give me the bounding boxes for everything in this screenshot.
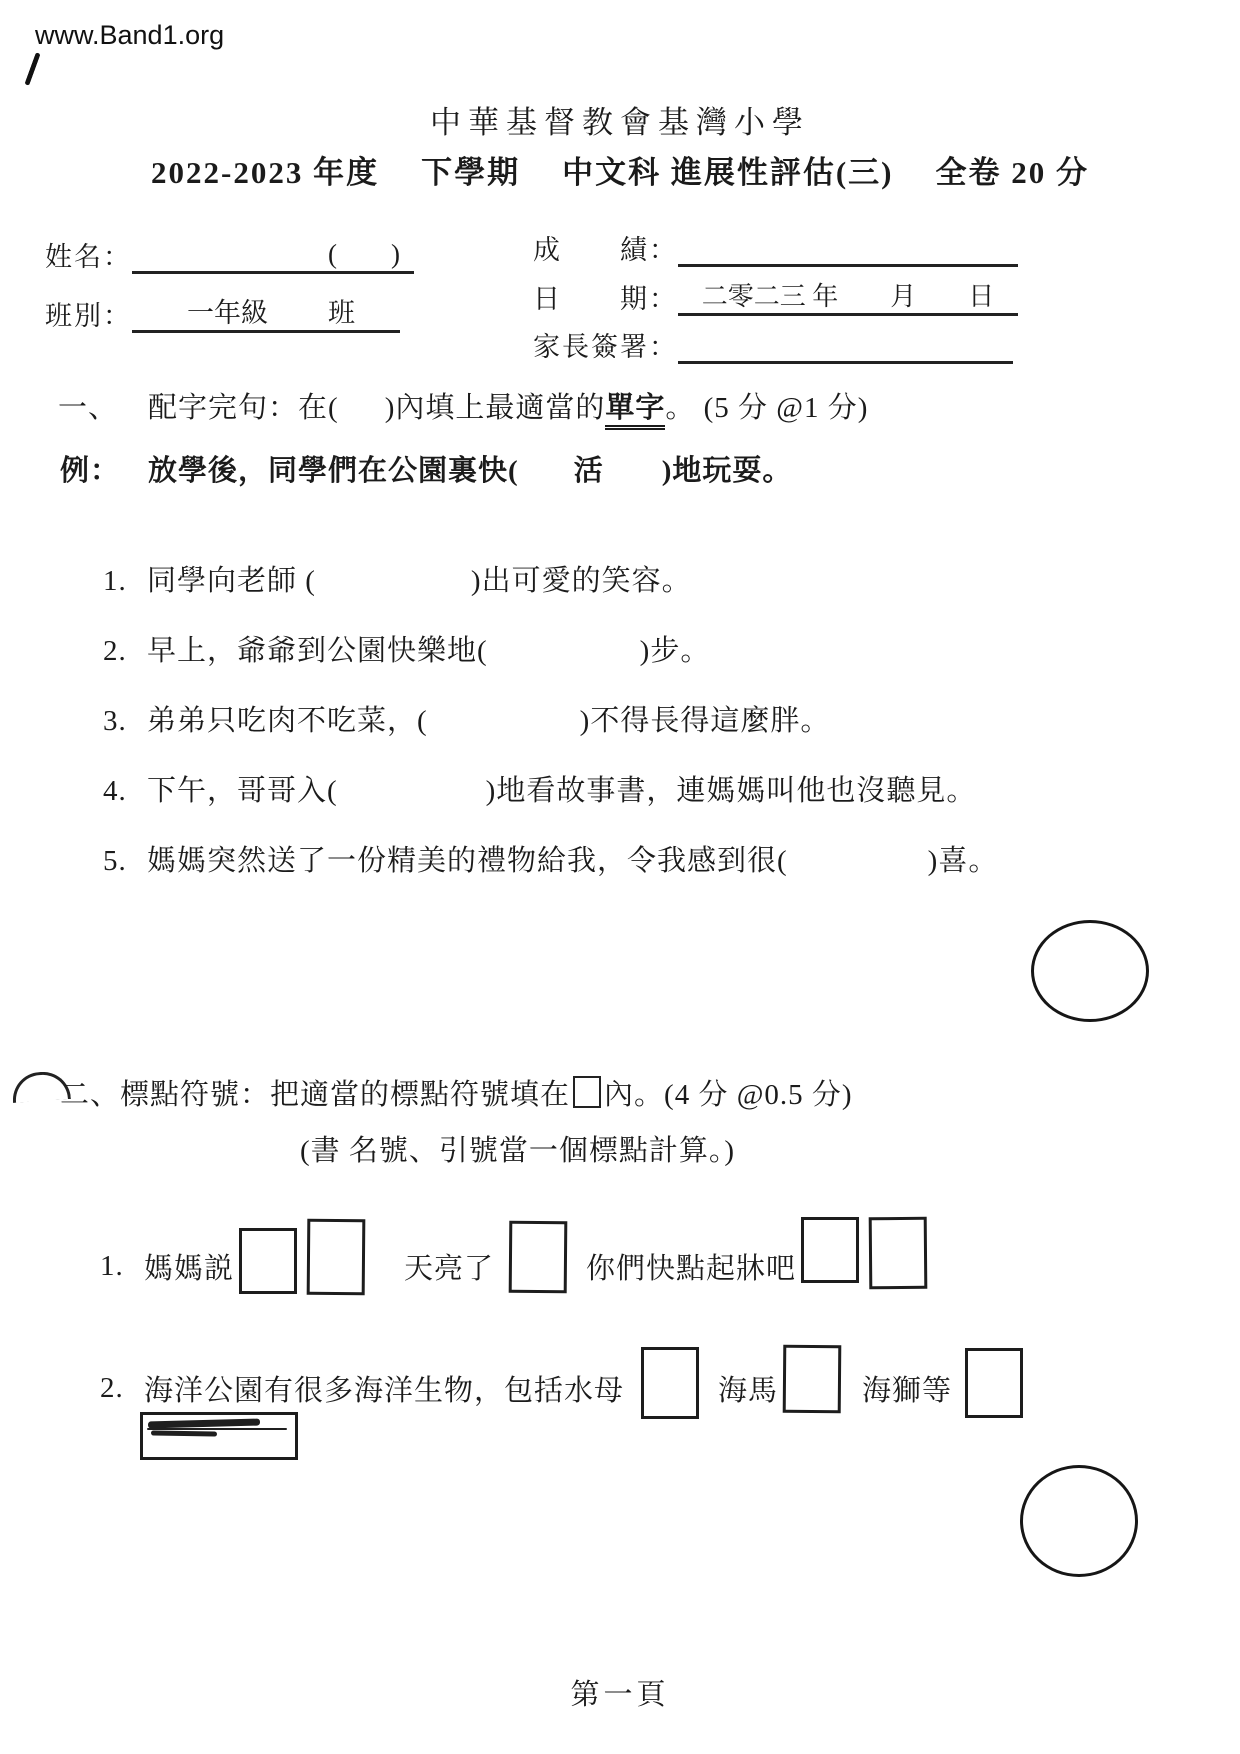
name-label: 姓名：: [45, 242, 132, 272]
date-label: 日 期：: [533, 284, 678, 314]
section2-title-b: 內。(4 分 @0.5 分): [604, 1079, 853, 1111]
section1-keyword: 單字: [605, 392, 665, 430]
school-name: 中華基督教會基灣小學: [430, 105, 810, 140]
date-blank: 二零二三 年 月 日: [678, 276, 1018, 316]
question-text-after: )步。: [639, 635, 711, 667]
pen-slash-mark: [24, 52, 40, 86]
question-text-before: 媽媽突然送了一份精美的禮物給我，令我感到很(: [147, 845, 788, 877]
exam-total-marks: 全卷 20 分: [935, 155, 1089, 190]
question-number: 3.: [103, 705, 127, 737]
punctuation-box: [783, 1345, 842, 1414]
exam-subject: 中文科 進展性評估(三): [562, 155, 894, 190]
question-item-3: [103, 698, 830, 739]
name-blank: ( ): [132, 232, 414, 274]
section1-example: [60, 448, 792, 489]
punctuation-box: [509, 1221, 568, 1294]
sentence-segment: 天亮了: [404, 1252, 495, 1285]
parent-sign-row: [533, 325, 1018, 364]
section1-title-suffix: 。 (5 分 @1 分): [665, 392, 869, 424]
section1-title-a: 配字完句：在(: [148, 392, 339, 424]
punctuation-box: [641, 1347, 699, 1419]
example-after: )地玩耍。: [661, 455, 793, 487]
punctuation-box: [307, 1219, 366, 1296]
class-blank: [132, 291, 400, 333]
question-text-before: 弟弟只吃肉不吃菜，(: [147, 705, 428, 737]
score-circle-1: [1031, 920, 1149, 1022]
question-item-4: [103, 768, 976, 809]
watermark-url: www.Band1.org: [35, 20, 225, 50]
question-text-after: )喜。: [927, 845, 999, 877]
exam-title-line: [0, 147, 1240, 192]
sentence-segment: 你們快點起牀吧: [586, 1252, 797, 1285]
sentence-segment: 海馬: [718, 1374, 779, 1407]
exam-term: 下學期: [421, 155, 521, 190]
question-item-5: [103, 838, 998, 879]
date-row: [533, 276, 1018, 316]
example-before: 放學後，同學們在公園裏快(: [148, 455, 519, 487]
score-row: [533, 228, 1018, 267]
punctuation-box: [801, 1217, 859, 1283]
student-info-left: [45, 232, 414, 350]
question-text-before: 同學向老師 (: [147, 565, 316, 597]
parent-sign-blank: [678, 361, 1013, 364]
section2-heading: [60, 1072, 853, 1113]
question-number: 2.: [100, 1371, 124, 1404]
score-blank: [678, 264, 1018, 267]
scribbled-answer-box: [140, 1412, 298, 1460]
question-text-before: 早上，爺爺到公園快樂地(: [147, 635, 488, 667]
score-label: 成 績：: [533, 235, 678, 265]
example-answer: 活: [573, 455, 604, 487]
punctuation-box: [869, 1217, 928, 1290]
class-grade: 一年級: [187, 298, 268, 328]
name-row: [45, 232, 414, 274]
question-number: 1.: [100, 1249, 124, 1282]
sentence-segment: 媽媽説: [144, 1252, 235, 1285]
section2-number: 二、: [60, 1079, 121, 1111]
section1-title-b: )內填上最適當的: [384, 392, 606, 424]
class-row: [45, 291, 414, 333]
pen-scribble: [147, 1428, 287, 1430]
question-text-after: )不得長得這麼胖。: [579, 705, 831, 737]
sentence-segment: 海洋公園有很多海洋生物，包括水母: [144, 1374, 625, 1407]
pen-scribble: [151, 1430, 217, 1436]
question-item-2: [103, 628, 710, 669]
question-text-after: )出可愛的笑容。: [470, 565, 692, 597]
sentence-segment: 海獅等: [862, 1374, 953, 1407]
question-text-before: 下午，哥哥入(: [147, 775, 338, 807]
section2-title-a: 標點符號：把適當的標點符號填在: [120, 1079, 571, 1111]
section1-heading: [58, 385, 868, 426]
question-number: 1.: [103, 565, 127, 597]
punctuation-item-1: [100, 1228, 932, 1304]
question-item-1: [103, 558, 692, 599]
inline-box-glyph: [573, 1076, 601, 1108]
question-number: 4.: [103, 775, 127, 807]
page-number: 第一頁: [570, 1679, 670, 1711]
score-circle-2: [1020, 1465, 1138, 1577]
section1-number: 一、: [58, 392, 119, 424]
question-text-after: )地看故事書，連媽媽叫他也沒聽見。: [485, 775, 977, 807]
section2-subheading: (書 名號、引號當一個標點計算。): [300, 1135, 736, 1167]
parent-sign-label: 家長簽署：: [533, 332, 678, 362]
question-number: 5.: [103, 845, 127, 877]
student-info-right: [533, 228, 1018, 381]
question-number: 2.: [103, 635, 127, 667]
punctuation-box: [965, 1348, 1023, 1418]
example-label: 例：: [60, 455, 121, 487]
pen-scribble: [148, 1419, 260, 1429]
class-suffix: 班: [328, 298, 355, 328]
class-label: 班別：: [45, 301, 132, 331]
exam-year: 2022-2023 年度: [151, 155, 380, 190]
punctuation-box: [239, 1228, 297, 1294]
